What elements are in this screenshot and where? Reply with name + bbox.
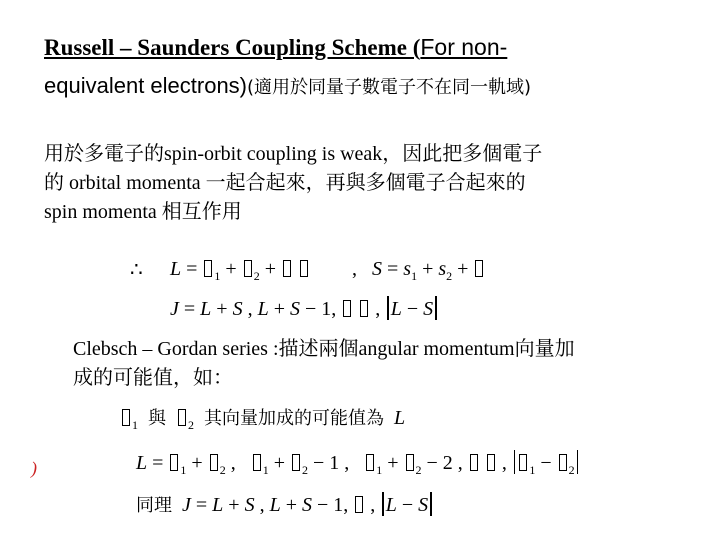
similarly-label: 同理	[136, 495, 172, 516]
intro-line-3: spin momenta 相互作用	[44, 201, 242, 223]
missing-glyph-box	[244, 260, 252, 277]
missing-glyph-box	[283, 260, 291, 277]
stray-mark: )	[31, 458, 37, 478]
intro-line-2: 的 orbital momenta 一起合起來，再與多個電子合起來的	[44, 172, 526, 194]
slide-title-line2	[44, 73, 531, 99]
example-with: 與	[148, 408, 166, 429]
missing-glyph-box	[122, 409, 130, 426]
missing-glyph-box	[253, 454, 261, 471]
therefore-symbol: ∴	[130, 259, 143, 281]
missing-glyph-box	[470, 454, 478, 471]
equation-L-sum: L = $_1$ + $_2$ +	[170, 258, 310, 284]
slide-title-line1	[44, 34, 507, 61]
missing-glyph-box	[487, 454, 495, 471]
missing-glyph-box	[292, 454, 300, 471]
missing-glyph-box	[300, 260, 308, 277]
missing-glyph-box	[355, 496, 363, 513]
example-text: 其向量加成的可能值為	[204, 408, 384, 429]
missing-glyph-box	[178, 409, 186, 426]
clebsch-gordan-text	[73, 335, 575, 393]
missing-glyph-box	[559, 454, 567, 471]
missing-glyph-box	[366, 454, 374, 471]
example-line: $_1$ 與 $_2$ 其向量加成的可能值為 L	[120, 404, 405, 433]
equation-S-sum: , $S = s_1 + s_2$ +	[352, 258, 485, 284]
missing-glyph-box	[360, 300, 368, 317]
title-line2-cjk: (適用於同量子數電子不在同一軌域)	[247, 77, 532, 98]
intro-line-1: 用於多電子的spin-orbit coupling is weak，因此把多個電子	[44, 143, 543, 165]
equation-J-similarly: 同理 J = L + S , L + S − 1, , L − S	[136, 491, 434, 517]
equation-J-series: J = L + S , L + S − 1, , L − S	[170, 296, 439, 321]
missing-glyph-box	[475, 260, 483, 277]
equation-L-series: L = $_1$ + $_2$ , $_1$ + $_2$ − 1 , $_1$ + $_2$ − 2 , , $_1$ − $_2$	[136, 450, 580, 478]
missing-glyph-box	[343, 300, 351, 317]
intro-paragraph	[44, 140, 542, 227]
title-line2-text: equivalent electrons)	[44, 73, 248, 98]
missing-glyph-box	[210, 454, 218, 471]
title-sans-part: For non-	[420, 34, 508, 60]
cg-line-1: Clebsch – Gordan series :描述兩個angular momentum向量加	[73, 338, 575, 360]
missing-glyph-box	[406, 454, 414, 471]
missing-glyph-box	[204, 260, 212, 277]
missing-glyph-box	[519, 454, 527, 471]
title-serif-part: Russell – Saunders Coupling Scheme (	[44, 35, 421, 60]
missing-glyph-box	[170, 454, 178, 471]
cg-line-2: 成的可能值，如：	[73, 367, 233, 389]
